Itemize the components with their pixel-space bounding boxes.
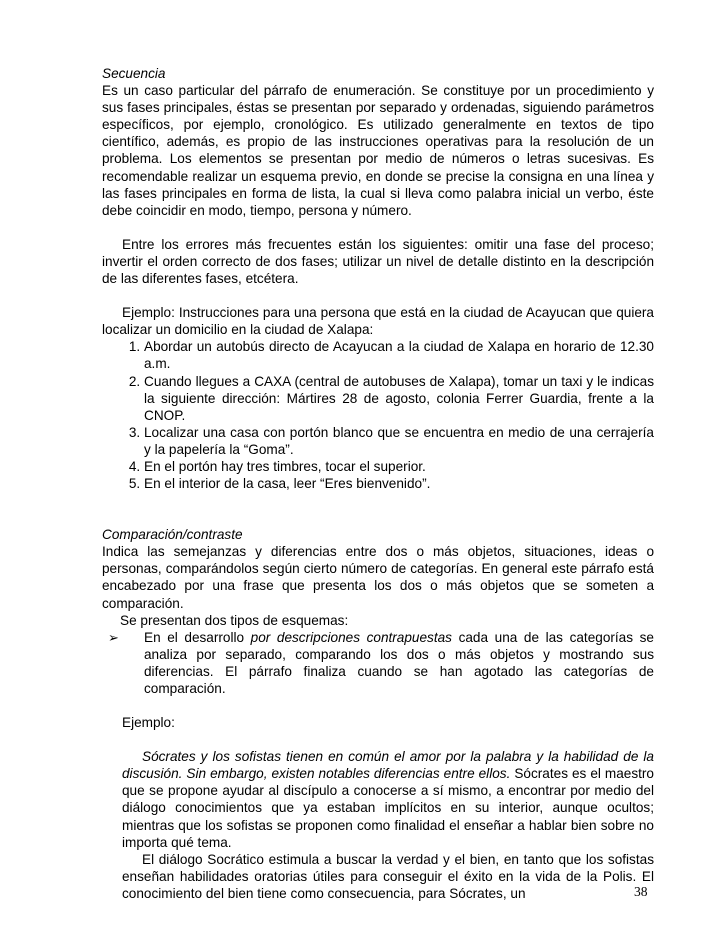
- example-block: [122, 714, 654, 902]
- steps-list: [102, 338, 654, 492]
- list-item: 2. Cuando llegues a CAXA (central de autobuses de Xalapa), tomar un taxi y le indicas la siguiente dirección: Mártires 28 de agosto, colonia Ferrer Guardia, frente a la CNOP.: [144, 373, 654, 424]
- section-title-secuencia: Secuencia: [102, 66, 166, 81]
- page-content: [102, 65, 654, 902]
- list-item: 3. Localizar una casa con portón blanco que se encuentra en medio de una cerrajería y la papelería la “Goma”.: [144, 424, 654, 458]
- list-item: 4. En el portón hay tres timbres, tocar el superior.: [144, 458, 654, 475]
- section-title-comparacion: Comparación/contraste: [102, 527, 243, 543]
- example-label: Ejemplo:: [122, 715, 175, 731]
- secuencia-paragraph-3: Ejemplo: Instrucciones para una persona que está en la ciudad de Acayucan que quiera localizar un domicilio en la ciudad de Xalapa:: [102, 305, 654, 338]
- example-paragraph-1: Sócrates y los sofistas tienen en común el amor por la palabra y la habilidad de la discusión. Sin embargo, existen notables diferencias entre ellos. Sócrates es el maestro que se propone ayudar al discípulo a conocerse a sí mismo, a encontrar por medio del diálogo conocimientos que ya estaban implícitos en su interior, aunque ocultos; mientras que los sofistas se proponen como finalidad el enseñar a hablar bien sobre no importa qué tema.: [122, 749, 654, 850]
- list-item: 5. En el interior de la casa, leer “Eres bienvenido”.: [144, 475, 654, 492]
- comparacion-paragraph-1: Indica las semejanzas y diferencias entre dos o más objetos, situaciones, ideas o personas, comparándolos según cierto número de categorías. En general este párrafo está encabezado por una frase que presenta los dos o más objetos que se someten a comparación.: [102, 544, 654, 611]
- page-number: 38: [634, 884, 648, 899]
- comparacion-paragraph-2: Se presentan dos tipos de esquemas:: [120, 612, 349, 628]
- list-item: ➢ En el desarrollo por descripciones contrapuestas cada una de las categorías se analiza por separado, comparando los dos o más objetos y mostrando sus diferencias. El párrafo finaliza cuando se han agotado las categorías de comparación.: [108, 629, 654, 696]
- arrow-bullet-icon: ➢: [108, 629, 119, 645]
- list-item: 1. Abordar un autobús directo de Acayucan a la ciudad de Xalapa en horario de 12.30 a.m.: [144, 338, 654, 372]
- schemes-list: [102, 629, 654, 697]
- secuencia-paragraph-1: Es un caso particular del párrafo de enumeración. Se constituye por un procedimiento y sus fases principales, éstas se presentan por separado y ordenadas, siguiendo parámetros específicos, por ejemplo, cronológico. Es utilizado generalmente en textos de tipo científico, además, es propio de las instrucciones operativas para la resolución de un problema. Los elementos se presentan por medio de números o letras sucesivas. Es recomendable realizar un esquema previo, en donde se precise la consigna en una línea y las fases principales en forma de lista, la cual si lleva como palabra inicial un verbo, éste debe coincidir en modo, tiempo, persona y número.: [102, 83, 654, 218]
- example-paragraph-2: El diálogo Socrático estimula a buscar la verdad y el bien, en tanto que los sofistas enseñan habilidades oratorias útiles para conseguir el éxito en la vida de la Polis. El conocimiento del bien tiene como consecuencia, para Sócrates, un: [122, 851, 654, 901]
- secuencia-paragraph-2: Entre los errores más frecuentes están los siguientes: omitir una fase del proceso; invertir el orden correcto de dos fases; utilizar un nivel de detalle distinto en la descripción de las diferentes fases, etcétera.: [102, 236, 654, 287]
